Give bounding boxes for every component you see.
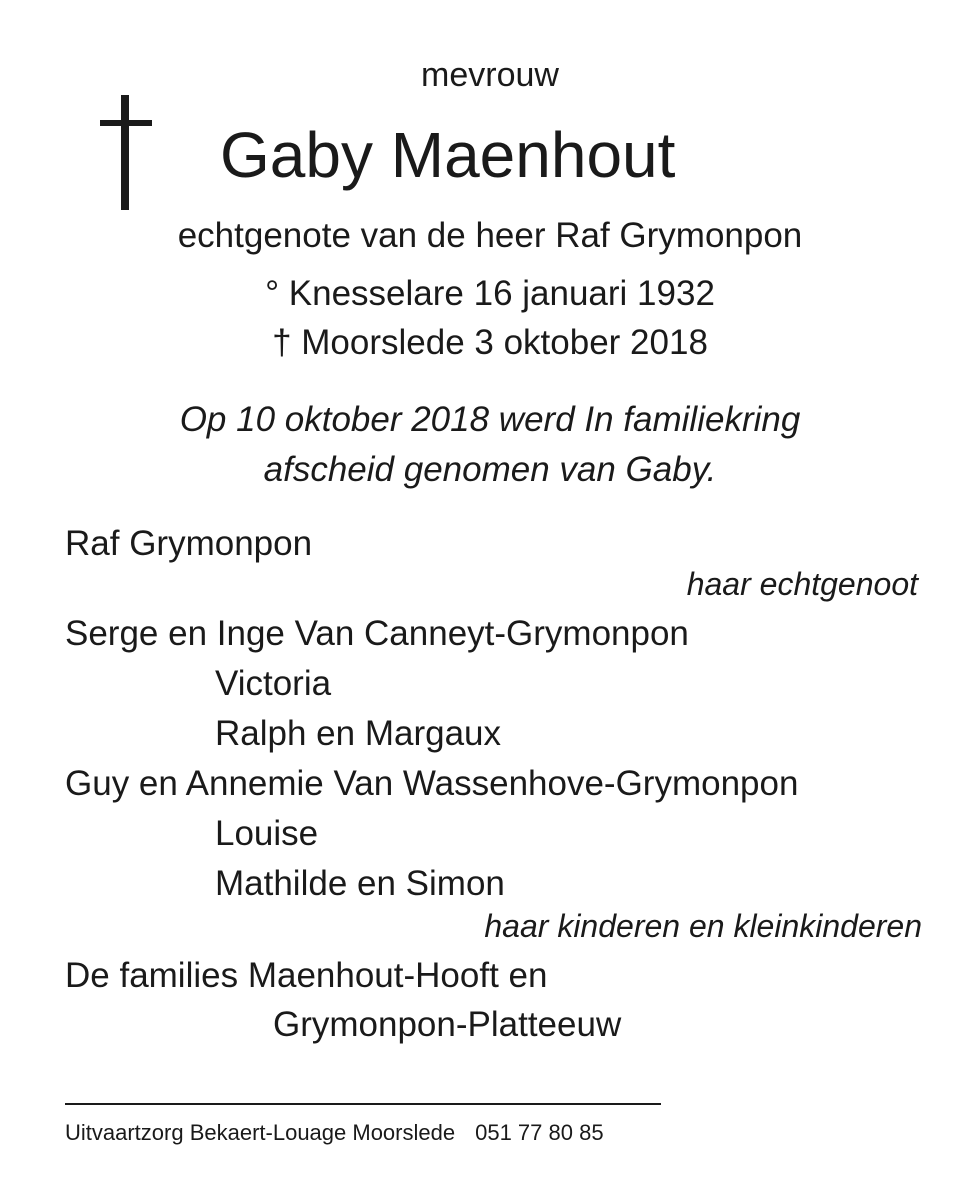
families-line-1: De families Maenhout-Hooft en	[65, 956, 548, 995]
footer	[65, 1120, 604, 1146]
cross-vertical-bar	[121, 95, 129, 210]
footer-divider	[65, 1103, 661, 1105]
cross-icon	[100, 95, 152, 210]
family-grandchild-2: Ralph en Margaux	[215, 714, 501, 753]
death-line: † Moorslede 3 oktober 2018	[272, 323, 708, 362]
birth-line: ° Knesselare 16 januari 1932	[265, 274, 715, 313]
undertaker-name: Uitvaartzorg Bekaert-Louage Moorslede	[65, 1120, 456, 1145]
family-grandchild-3: Louise	[215, 814, 319, 853]
spouse-role: haar echtgenoot	[686, 566, 918, 602]
family-grandchild-1: Victoria	[215, 664, 332, 703]
family-child-1: Serge en Inge Van Canneyt-Grymonpon	[65, 614, 689, 653]
notice-line-1: Op 10 oktober 2018 werd In familiekring	[179, 400, 801, 439]
children-role: haar kinderen en kleinkinderen	[484, 908, 922, 944]
family-child-2: Guy en Annemie Van Wassenhove-Grymonpon	[65, 764, 799, 803]
cross-horizontal-bar	[100, 120, 152, 126]
notice-line-2: afscheid genomen van Gaby.	[263, 450, 717, 489]
family-spouse: Raf Grymonpon	[65, 524, 313, 563]
undertaker-phone: 051 77 80 85	[475, 1120, 604, 1145]
salutation: mevrouw	[421, 56, 559, 94]
families-line-2: Grymonpon-Platteeuw	[273, 1005, 622, 1044]
deceased-name: Gaby Maenhout	[220, 119, 676, 191]
family-grandchild-4: Mathilde en Simon	[215, 864, 505, 903]
spouse-line: echtgenote van de heer Raf Grymonpon	[177, 216, 803, 255]
